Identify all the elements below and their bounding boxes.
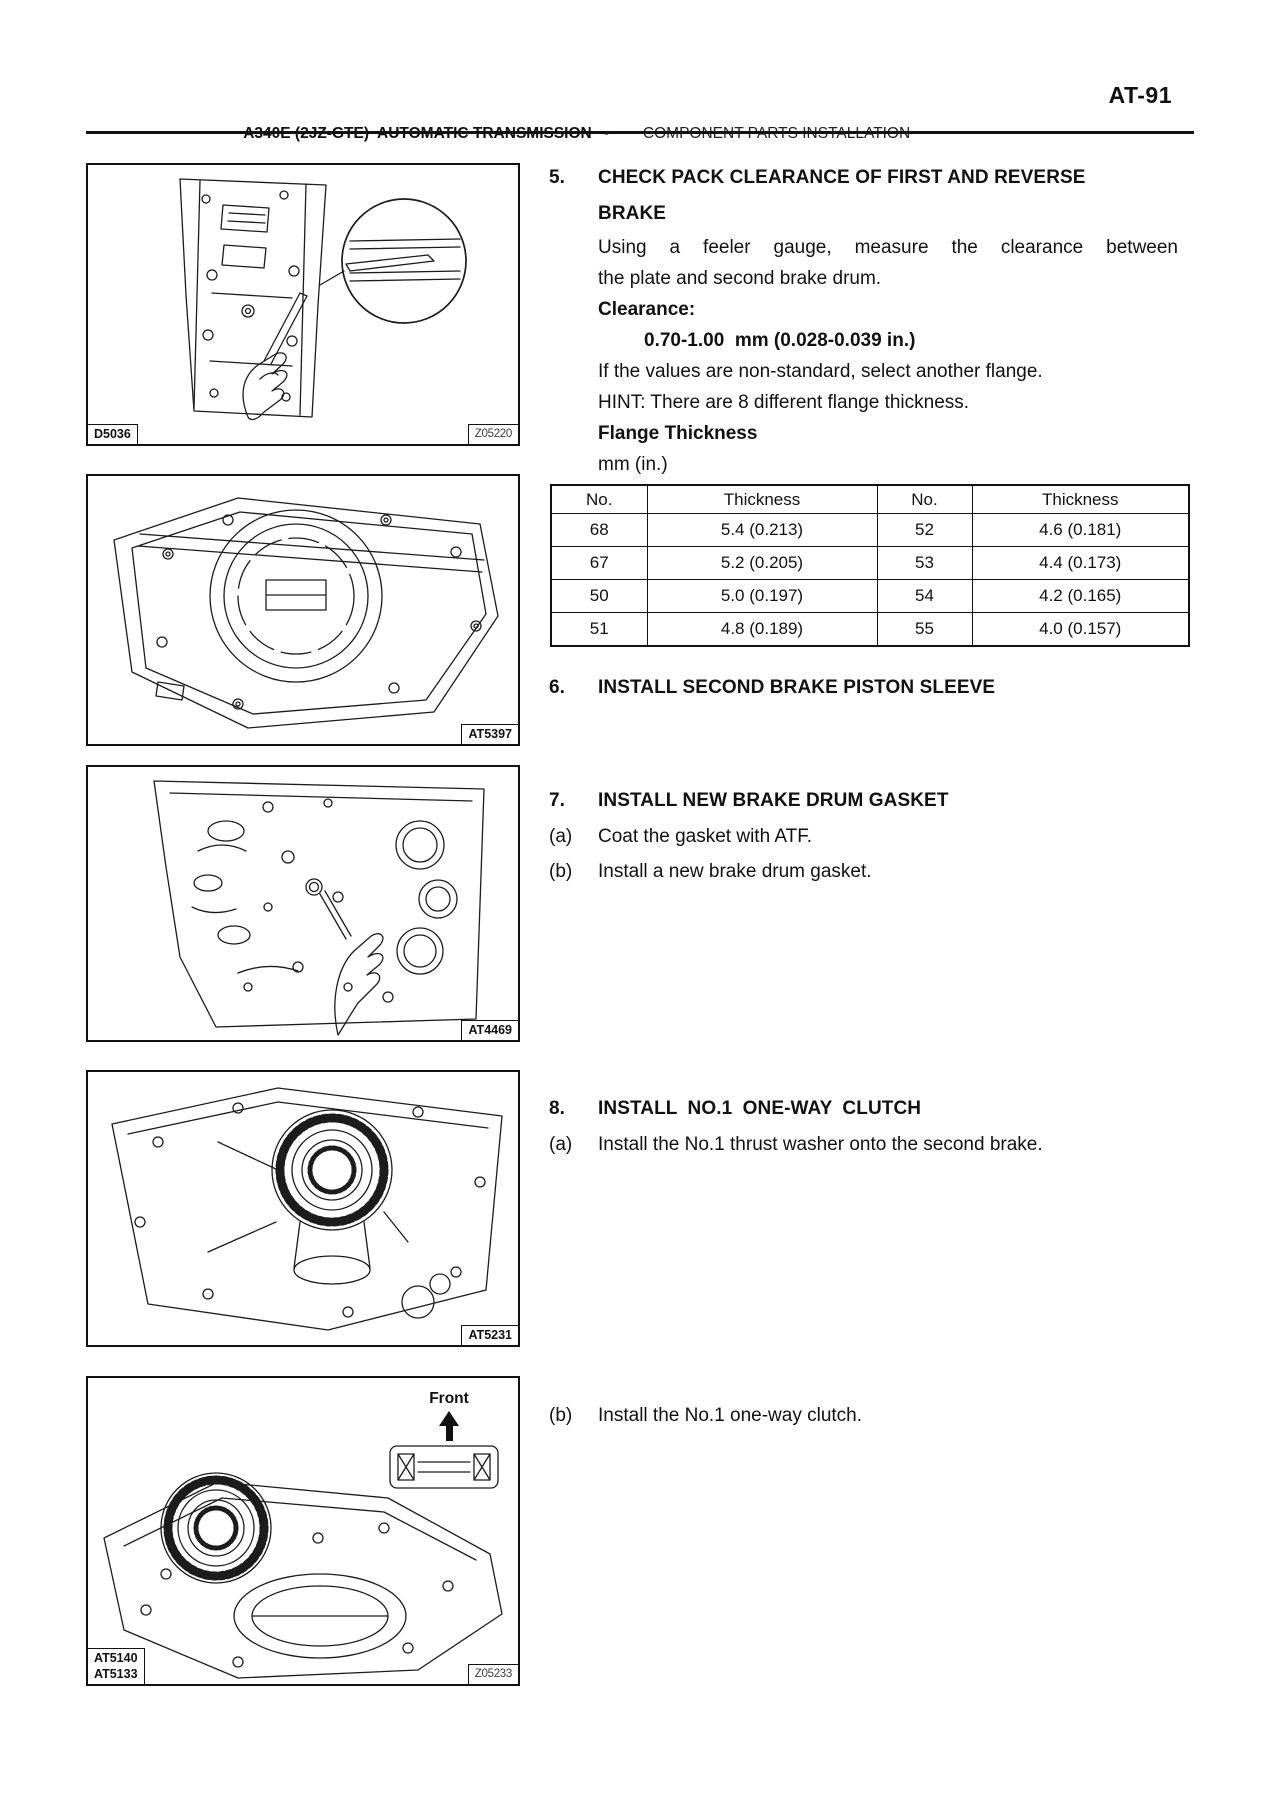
heading-number: 5.	[549, 167, 566, 188]
figure-label: Z05220	[468, 424, 518, 444]
table-header-cell: Thickness	[647, 485, 877, 514]
list-item-marker: (b)	[549, 1405, 573, 1426]
section-8-item-b	[549, 1398, 1180, 1433]
table-row	[551, 547, 1189, 580]
table-header-cell: No.	[551, 485, 647, 514]
table-cell: 5.2 (0.205)	[647, 547, 877, 580]
section-5	[549, 160, 1180, 480]
heading-number: 6.	[549, 677, 566, 698]
section-6-heading	[549, 670, 1180, 706]
list-item	[549, 1398, 1180, 1433]
list-item	[549, 1127, 1180, 1162]
nonstandard-note: If the values are non-standard, select another flange.	[598, 361, 1043, 382]
heading-title-line: BRAKE	[598, 203, 667, 224]
list-item-marker: (a)	[549, 826, 573, 847]
figure-label	[88, 1648, 145, 1684]
section-8-heading	[549, 1091, 1180, 1127]
list-item-text: Install a new brake drum gasket.	[598, 861, 872, 882]
table-cell: 55	[877, 613, 972, 647]
section-8	[549, 1091, 1180, 1162]
flange-thickness-label: Flange Thickness	[598, 423, 758, 444]
heading-number: 8.	[549, 1098, 566, 1119]
table-cell: 4.6 (0.181)	[972, 514, 1189, 547]
table-row	[551, 514, 1189, 547]
figure-second-brake-piston-sleeve	[86, 474, 520, 746]
table-cell: 50	[551, 580, 647, 613]
table-cell: 54	[877, 580, 972, 613]
figure-one-way-clutch-install	[86, 1376, 520, 1686]
figure-label-line: AT5133	[94, 1667, 138, 1681]
paragraph-line: the plate and second brake drum.	[598, 268, 882, 289]
table-header-cell: Thickness	[972, 485, 1189, 514]
clearance-label: Clearance:	[598, 299, 696, 320]
section-7-heading	[549, 783, 1180, 819]
figure-label: AT5397	[461, 724, 518, 744]
figure-label: Z05233	[468, 1664, 518, 1684]
clearance-value: 0.70-1.00 mm (0.028-0.039 in.)	[644, 330, 916, 351]
table-cell: 4.8 (0.189)	[647, 613, 877, 647]
table-cell: 53	[877, 547, 972, 580]
table-row	[551, 613, 1189, 647]
feeler-gauge-drawing	[88, 165, 518, 444]
page-number: AT-91	[1108, 82, 1172, 108]
heading-number: 7.	[549, 790, 566, 811]
list-item-text: Install the No.1 one-way clutch.	[598, 1405, 863, 1426]
section-5-heading	[549, 160, 1180, 232]
table-cell: 4.0 (0.157)	[972, 613, 1189, 647]
flange-thickness-table	[550, 484, 1190, 647]
table-cell: 5.4 (0.213)	[647, 514, 877, 547]
front-arrow-icon	[438, 1411, 460, 1441]
list-item	[549, 854, 1180, 889]
front-label: Front	[429, 1390, 469, 1407]
figure-brake-drum-gasket	[86, 765, 520, 1042]
figure-feeler-gauge-check	[86, 163, 520, 446]
table-row	[551, 580, 1189, 613]
list-item-marker: (b)	[549, 861, 573, 882]
section-6	[549, 670, 1180, 706]
paragraph-line: Using a feeler gauge, measure the clearance between	[598, 237, 1178, 258]
table-cell: 68	[551, 514, 647, 547]
heading-title: INSTALL NEW BRAKE DRUM GASKET	[598, 790, 949, 811]
heading-title: INSTALL NO.1 ONE-WAY CLUTCH	[598, 1098, 922, 1119]
heading-title-line: CHECK PACK CLEARANCE OF FIRST AND REVERSE	[598, 167, 1086, 188]
hint-text: HINT: There are 8 different flange thickness.	[598, 392, 970, 413]
list-item-text: Coat the gasket with ATF.	[598, 826, 813, 847]
table-cell: 52	[877, 514, 972, 547]
figure-label: AT4469	[461, 1020, 518, 1040]
table-cell: 51	[551, 613, 647, 647]
figure-label: AT5231	[461, 1325, 518, 1345]
list-item-text: Install the No.1 thrust washer onto the second brake.	[598, 1134, 1043, 1155]
valve-body-gasket-drawing	[88, 767, 518, 1040]
section-7	[549, 783, 1180, 889]
header-rule	[86, 131, 1194, 134]
figure-thrust-washer-install	[86, 1070, 520, 1347]
header-title	[226, 107, 910, 161]
table-cell: 67	[551, 547, 647, 580]
figure-label: D5036	[88, 424, 138, 444]
transmission-case-drawing	[88, 476, 518, 744]
table-header-cell: No.	[877, 485, 972, 514]
table-cell: 5.0 (0.197)	[647, 580, 877, 613]
units-label: mm (in.)	[598, 454, 668, 475]
table-cell: 4.4 (0.173)	[972, 547, 1189, 580]
heading-title: INSTALL SECOND BRAKE PISTON SLEEVE	[598, 677, 996, 698]
table-cell: 4.2 (0.165)	[972, 580, 1189, 613]
one-way-clutch-drawing	[88, 1072, 518, 1345]
list-item	[549, 819, 1180, 854]
list-item-marker: (a)	[549, 1134, 573, 1155]
figure-label-line: AT5140	[94, 1651, 138, 1665]
